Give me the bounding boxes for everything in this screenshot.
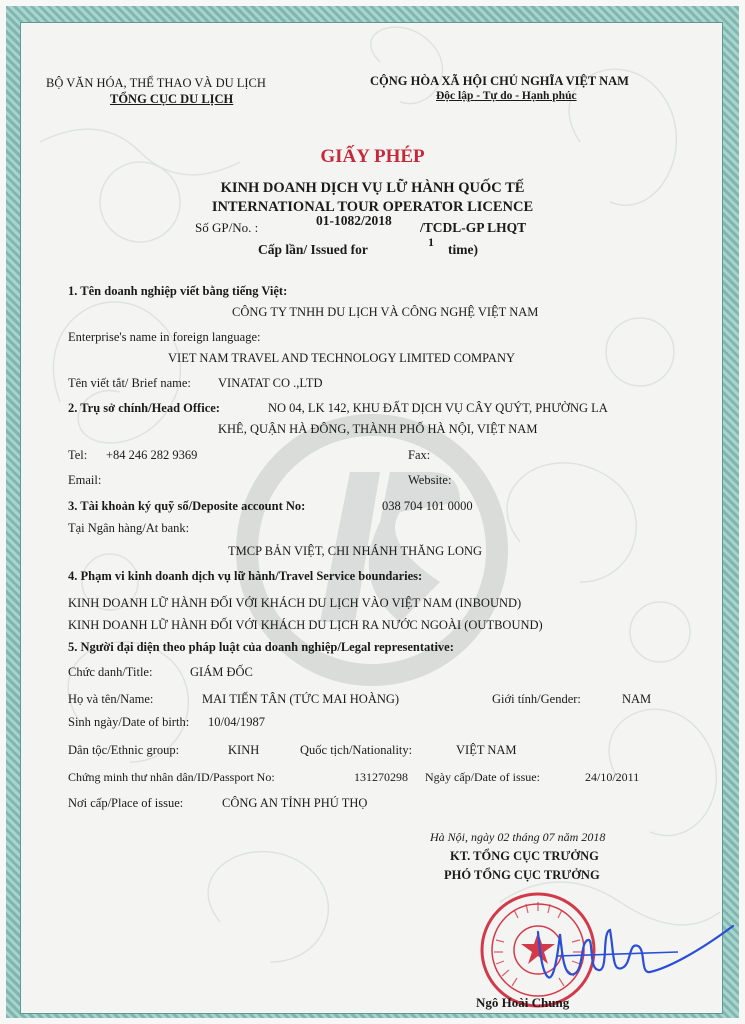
enterprise-name-foreign: VIET NAM TRAVEL AND TECHNOLOGY LIMITED COMPANY: [168, 351, 515, 365]
section5-heading: 5. Người đại diện theo pháp luật của doanh nghiệp/Legal representative:: [68, 640, 454, 654]
service-scope-inbound: KINH DOANH LỮ HÀNH ĐỐI VỚI KHÁCH DU LỊCH VÀO VIỆT NAM (INBOUND): [68, 596, 522, 610]
head-office-address-line1: NO 04, LK 142, KHU ĐẤT DỊCH VỤ CÂY QUÝT, PHƯỜNG LA: [268, 401, 608, 415]
nationality-label: Quốc tịch/Nationality:: [300, 743, 413, 757]
gender-label: Giới tính/Gender:: [492, 692, 581, 706]
signer-name: Ngô Hoài Chung: [476, 995, 570, 1010]
bank-value: TMCP BẢN VIỆT, CHI NHÁNH THĂNG LONG: [228, 544, 483, 558]
background-pattern: [20, 22, 723, 1014]
tel-label: Tel:: [68, 448, 88, 462]
tel-value: +84 246 282 9369: [106, 448, 198, 462]
ministry-name: BỘ VĂN HÓA, THỂ THAO VÀ DU LỊCH: [46, 76, 266, 90]
signing-date: Hà Nội, ngày 02 tháng 07 năm 2018: [430, 830, 606, 844]
title-english: INTERNATIONAL TOUR OPERATOR LICENCE: [211, 199, 534, 215]
section1-heading: 1. Tên doanh nghiệp viết bằng tiếng Việt:: [68, 284, 288, 298]
website-label: Website:: [408, 473, 452, 487]
issued-for-suffix: time): [448, 242, 478, 257]
signer-title-2: PHÓ TỔNG CỤC TRƯỞNG: [444, 868, 600, 882]
national-motto: Độc lập - Tự do - Hạnh phúc: [436, 90, 577, 102]
place-of-issue-label: Nơi cấp/Place of issue:: [68, 796, 184, 810]
licence-number-suffix: /TCDL-GP LHQT: [420, 220, 527, 235]
issue-date-value: 24/10/2011: [585, 770, 640, 784]
email-label: Email:: [68, 473, 102, 487]
enterprise-name-vn: CÔNG TY TNHH DU LỊCH VÀ CÔNG NGHỆ VIỆT NAM: [232, 305, 539, 319]
deposit-account-value: 038 704 101 0000: [382, 499, 473, 513]
ethnic-label: Dân tộc/Ethnic group:: [68, 743, 180, 757]
issue-date-label: Ngày cấp/Date of issue:: [425, 770, 540, 784]
dob-label: Sinh ngày/Date of birth:: [68, 715, 190, 729]
section4-heading: 4. Phạm vi kinh doanh dịch vụ lữ hành/Travel Service boundaries:: [68, 569, 423, 583]
bank-label: Tại Ngân hàng/At bank:: [68, 521, 190, 535]
place-of-issue-value: CÔNG AN TỈNH PHÚ THỌ: [222, 796, 368, 810]
title-label: Chức danh/Title:: [68, 665, 153, 679]
gender-value: NAM: [622, 692, 652, 706]
fax-label: Fax:: [408, 448, 431, 462]
dob-value: 10/04/1987: [208, 715, 265, 729]
document-title: GIẤY PHÉP: [320, 146, 425, 167]
section3-heading: 3. Tài khoản ký quỹ số/Deposite account No:: [68, 499, 306, 513]
paisley-pattern-icon: [20, 22, 723, 1014]
ethnic-value: KINH: [228, 743, 260, 757]
licence-number-value: 01-1082/2018: [316, 213, 392, 228]
republic-name: CỘNG HÒA XÃ HỘI CHỦ NGHĨA VIỆT NAM: [370, 74, 629, 88]
foreign-name-label: Enterprise's name in foreign language:: [68, 330, 261, 344]
service-scope-outbound: KINH DOANH LỮ HÀNH ĐỐI VỚI KHÁCH DU LỊCH RA NƯỚC NGOÀI (OUTBOUND): [68, 618, 543, 632]
title-vietnamese: KINH DOANH DỊCH VỤ LỮ HÀNH QUỐC TẾ: [220, 180, 525, 196]
name-value: MAI TIẾN TÂN (TỨC MAI HOÀNG): [202, 692, 400, 706]
brief-name-label: Tên viết tắt/ Brief name:: [68, 376, 191, 390]
head-office-address-line2: KHÊ, QUẬN HÀ ĐÔNG, THÀNH PHỐ HÀ NỘI, VIỆT NAM: [218, 422, 538, 436]
section2-heading: 2. Trụ sở chính/Head Office:: [68, 401, 220, 415]
department-name: TỔNG CỤC DU LỊCH: [110, 92, 234, 106]
brief-name-value: VINATAT CO .,LTD: [218, 376, 323, 390]
name-label: Họ và tên/Name:: [68, 692, 154, 706]
nationality-value: VIỆT NAM: [456, 743, 517, 757]
title-value: GIÁM ĐỐC: [190, 665, 253, 679]
id-value: 131270298: [354, 770, 408, 784]
id-label: Chứng minh thư nhân dân/ID/Passport No:: [68, 770, 275, 784]
signer-title-1: KT. TỔNG CỤC TRƯỞNG: [450, 849, 599, 863]
handwritten-signature-icon: [528, 912, 738, 992]
licence-number-label: Số GP/No. :: [195, 220, 259, 235]
issued-for-value: 1: [428, 235, 434, 249]
issued-for-label: Cấp lần/ Issued for: [258, 242, 368, 257]
